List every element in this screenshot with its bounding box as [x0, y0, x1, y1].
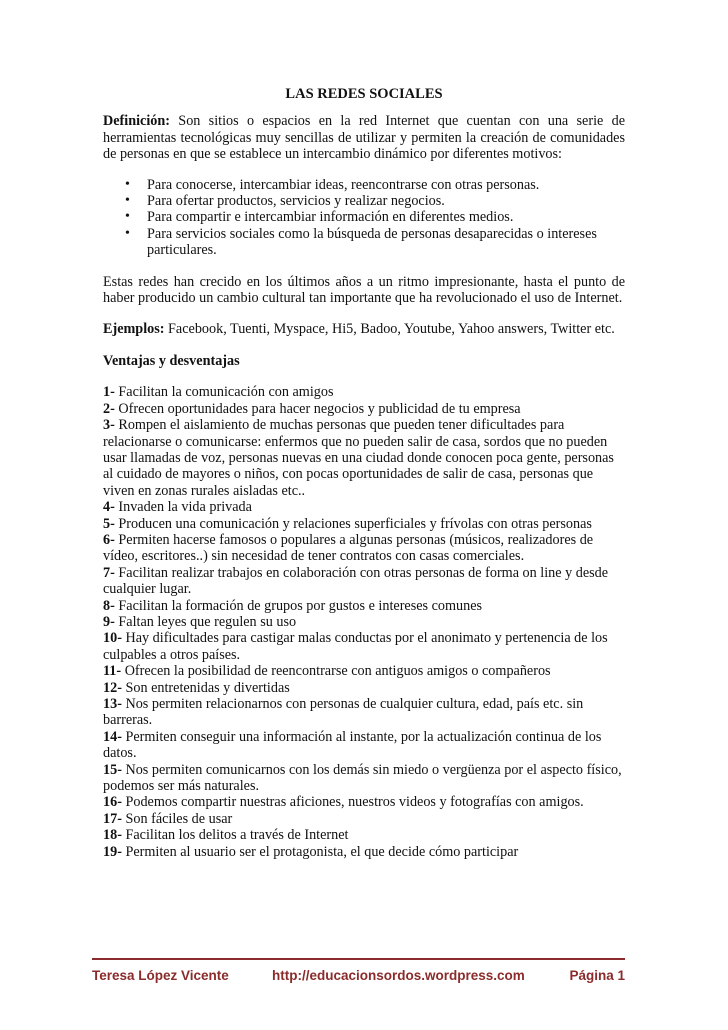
- item-number: 14-: [103, 728, 122, 745]
- item-number: 1-: [103, 384, 115, 401]
- item-text: Facilitan la formación de grupos por gustos e intereses comunes: [114, 597, 483, 614]
- growth-paragraph: Estas redes han crecido en los últimos años a un ritmo impresionante, hasta el punto de haber producido un cambio cultural tan importante que ha revolucionado el uso de Internet.: [103, 273, 625, 307]
- item-text: Son fáciles de usar: [121, 810, 233, 827]
- item-number: 10-: [103, 630, 122, 647]
- list-item: [103, 762, 625, 795]
- item-text: Permiten hacerse famosos o populares a algunas personas (músicos, realizadores de vídeo, escritores..) sin necesidad de tener contratos con casas comerciales.: [103, 531, 594, 565]
- item-number: 12-: [103, 679, 122, 696]
- item-text: Facilitan los delitos a través de Internet: [121, 827, 349, 844]
- item-number: 15-: [103, 761, 122, 778]
- item-text: Facilitan la comunicación con amigos: [114, 384, 334, 401]
- list-item: • Para conocerse, intercambiar ideas, reencontrarse con otras personas.: [147, 177, 625, 193]
- list-item: • Para ofertar productos, servicios y realizar negocios.: [147, 193, 625, 209]
- document-body: [103, 82, 625, 860]
- list-item: [103, 401, 625, 417]
- list-item: [103, 565, 625, 598]
- list-item: [103, 794, 625, 810]
- item-number: 9-: [103, 613, 115, 630]
- item-text: Permiten conseguir una información al instante, por la actualización continua de los datos.: [103, 728, 602, 762]
- examples-label: Ejemplos:: [103, 321, 165, 338]
- item-number: 19-: [103, 843, 122, 860]
- item-number: 4-: [103, 499, 115, 516]
- advantages-list: [103, 384, 625, 860]
- list-item: [103, 417, 625, 499]
- purpose-list: [103, 177, 625, 259]
- item-number: 2-: [103, 400, 115, 417]
- list-item: [103, 532, 625, 565]
- item-text: Producen una comunicación y relaciones superficiales y frívolas con otras personas: [114, 515, 592, 532]
- item-text: Hay dificultades para castigar malas conductas por el anonimato y pertenencia de los culpables a otros países.: [103, 630, 608, 663]
- page-footer: [92, 958, 625, 982]
- examples-text: Facebook, Tuenti, Myspace, Hi5, Badoo, Youtube, Yahoo answers, Twitter etc.: [164, 321, 615, 338]
- list-item: [103, 811, 625, 827]
- item-text: Ofrecen la posibilidad de reencontrarse con antiguos amigos o compañeros: [121, 663, 551, 680]
- page-title: LAS REDES SOCIALES: [285, 86, 443, 102]
- item-number: 8-: [103, 597, 115, 614]
- item-number: 5-: [103, 515, 115, 532]
- item-text: Podemos compartir nuestras aficiones, nuestros videos y fotografías con amigos.: [121, 794, 584, 811]
- list-item: [103, 384, 625, 400]
- item-text: Son entretenidas y divertidas: [121, 679, 290, 696]
- page-number: Página 1: [569, 968, 625, 983]
- list-item: [103, 663, 625, 679]
- section-heading: [103, 353, 625, 369]
- section-heading-text: Ventajas y desventajas: [103, 352, 240, 369]
- footer-author: Teresa López Vicente: [92, 968, 229, 983]
- item-text: Rompen el aislamiento de muchas personas que pueden tener dificultades para relacionarse o comunicarse: enfermos que no pueden salir de casa, sordos que no pueden usar llamadas de voz, personas nuevas en una ciudad donde conocen poca gente, personas al cuidado de mayores o niños, con pocas oportunidades de salir de casa, personas que viven en zonas rurales aisladas etc..: [103, 417, 614, 499]
- item-number: 16-: [103, 794, 122, 811]
- list-item: [103, 680, 625, 696]
- item-text: Nos permiten relacionarnos con personas de cualquier cultura, edad, país etc. sin barreras.: [103, 696, 584, 729]
- list-item: [103, 614, 625, 630]
- examples-paragraph: [103, 321, 625, 337]
- list-item: [103, 844, 625, 860]
- item-number: 11-: [103, 663, 122, 680]
- list-item: [103, 696, 625, 729]
- list-item: • Para servicios sociales como la búsqueda de personas desaparecidas o intereses particulares.: [147, 226, 625, 259]
- item-number: 17-: [103, 810, 122, 827]
- list-item: [103, 598, 625, 614]
- definition-paragraph: [103, 113, 625, 162]
- item-number: 3-: [103, 417, 115, 434]
- list-item: [103, 630, 625, 663]
- footer-url-link[interactable]: http://educacionsordos.wordpress.com: [272, 968, 525, 983]
- definition-text: Son sitios o espacios en la red Internet que cuentan con una serie de herramientas tecnológicas muy sencillas de utilizar y permiten la creación de comunidades de personas en que se establece un intercambio dinámico por diferentes motivos:: [103, 113, 625, 163]
- item-text: Permiten al usuario ser el protagonista, el que decide cómo participar: [121, 843, 519, 860]
- list-item: [103, 729, 625, 762]
- item-text: Nos permiten comunicarnos con los demás sin miedo o vergüenza por el aspecto físico, podemos ser más naturales.: [103, 761, 622, 795]
- item-text: Facilitan realizar trabajos en colaboración con otras personas de forma on line y desde cualquier lugar.: [103, 564, 609, 598]
- item-number: 7-: [103, 564, 115, 581]
- list-item: • Para compartir e intercambiar información en diferentes medios.: [147, 209, 625, 225]
- list-item: [103, 827, 625, 843]
- item-number: 13-: [103, 696, 122, 712]
- item-text: Invaden la vida privada: [114, 499, 252, 516]
- item-number: 6-: [103, 531, 115, 548]
- item-number: 18-: [103, 827, 122, 844]
- list-item: [103, 499, 625, 515]
- definition-label: Definición:: [103, 113, 170, 130]
- item-text: Ofrecen oportunidades para hacer negocios y publicidad de tu empresa: [114, 400, 521, 417]
- item-text: Faltan leyes que regulen su uso: [114, 613, 297, 630]
- list-item: [103, 516, 625, 532]
